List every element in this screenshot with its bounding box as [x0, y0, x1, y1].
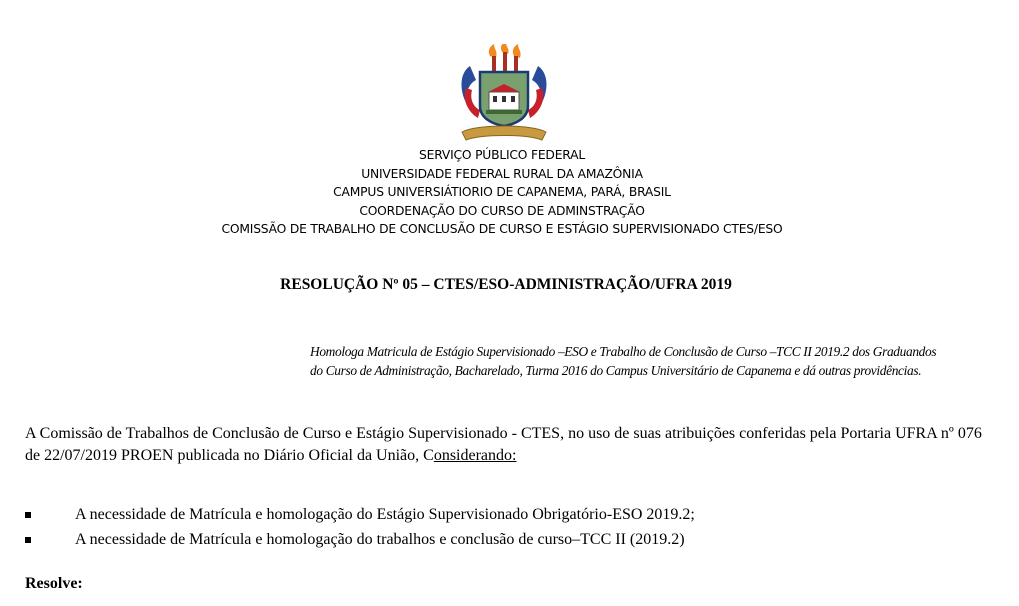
preamble-paragraph: [25, 423, 995, 467]
square-bullet-icon: [25, 512, 31, 518]
header-line: UNIVERSIDADE FEDERAL RURAL DA AMAZÔNIA: [361, 166, 643, 181]
institution-header: [0, 146, 1004, 239]
considerando-label: onsiderando:: [433, 447, 517, 464]
header-line: SERVIÇO PÚBLICO FEDERAL: [419, 148, 585, 162]
list-item-text: A necessidade de Matrícula e homologação do trabalhos e conclusão de curso–TCC II (2019.2): [75, 531, 685, 548]
square-bullet-icon: [25, 537, 31, 543]
resolution-summary: [310, 343, 990, 380]
preamble-text: A Comissão de Trabalhos de Conclusão de Curso e Estágio Supervisionado - CTES, no uso de suas atribuições conferidas pela Portaria UFRA nº 076 de 22/07/2019 PROEN publicada no Diário Oficial da União,: [25, 425, 982, 464]
summary-line: do Curso de Administração, Bacharelado, Turma 2016 do Campus Universitário de Capanema e dá outras providências.: [310, 362, 922, 378]
resolve-heading: Resolve:: [25, 575, 83, 592]
header-line: COORDENAÇÃO DO CURSO DE ADMINSTRAÇÃO: [359, 203, 645, 218]
header-line: CAMPUS UNIVERSIÁTIORIO DE CAPANEMA, PARÁ, BRASIL: [333, 185, 671, 200]
list-item-text: A necessidade de Matrícula e homologação do Estágio Supervisionado Obrigatório-ESO 2019.2;: [75, 506, 695, 523]
ufra-coat-of-arms-logo: [456, 44, 552, 144]
summary-line: Homologa Matricula de Estágio Supervisionado –ESO e Trabalho de Conclusão de Curso –TCC II 2019.2 dos Graduandos: [310, 344, 937, 359]
resolution-title: RESOLUÇÃO Nº 05 – CTES/ESO-ADMINISTRAÇÃO/UFRA 2019: [280, 276, 732, 293]
header-line: COMISSÃO DE TRABALHO DE CONCLUSÃO DE CURSO E ESTÁGIO SUPERVISIONADO CTES/ESO: [221, 222, 783, 237]
considerando-first-letter: C: [423, 447, 434, 464]
